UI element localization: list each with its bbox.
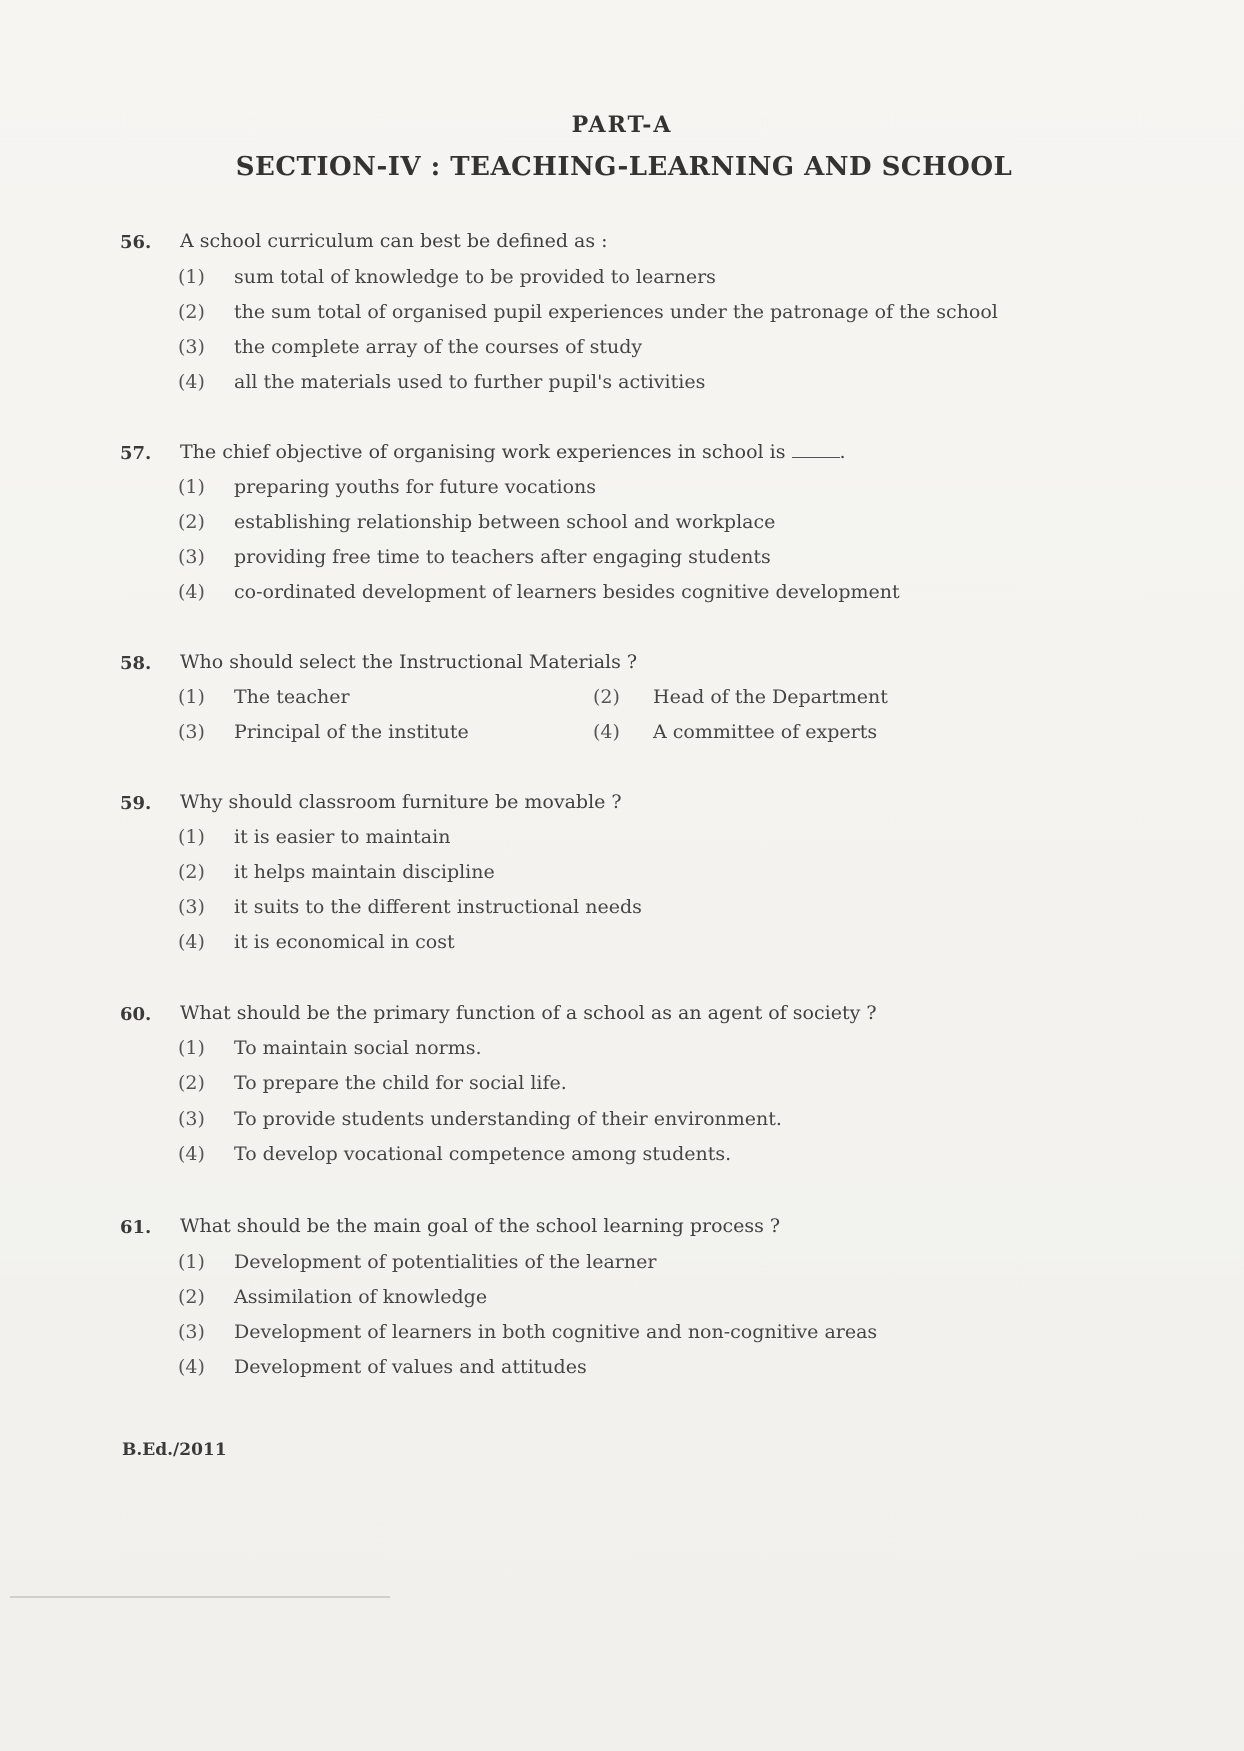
option-3: (3) Development of learners in both cognitive and non-cognitive areas bbox=[178, 1321, 878, 1343]
option-1: (1) To maintain social norms. bbox=[178, 1037, 482, 1059]
exam-code-footer: B.Ed./2011 bbox=[122, 1440, 227, 1460]
question-text: Why should classroom furniture be movable ? bbox=[180, 791, 622, 813]
option-2: (2) it helps maintain discipline bbox=[178, 861, 495, 883]
option-4: (4) co-ordinated development of learners besides cognitive development bbox=[178, 581, 900, 603]
question-number: 59. bbox=[120, 793, 152, 814]
option-2: (2) Head of the Department bbox=[593, 686, 888, 708]
option-1: (1) sum total of knowledge to be provided to learners bbox=[178, 266, 716, 288]
question-number: 56. bbox=[120, 232, 152, 253]
option-4: (4) To develop vocational competence among students. bbox=[178, 1143, 732, 1165]
option-2: (2) the sum total of organised pupil experiences under the patronage of the school bbox=[178, 301, 998, 323]
option-1: (1) Development of potentialities of the learner bbox=[178, 1251, 657, 1273]
question-text: The chief objective of organising work experiences in school is . bbox=[180, 441, 846, 463]
question-text: A school curriculum can best be defined as : bbox=[180, 230, 608, 252]
part-title: PART-A bbox=[571, 112, 673, 138]
section-title: SECTION-IV : TEACHING-LEARNING AND SCHOOL bbox=[235, 152, 1013, 182]
option-1: (1) it is easier to maintain bbox=[178, 826, 451, 848]
option-2: (2) To prepare the child for social life. bbox=[178, 1072, 567, 1094]
answer-blank bbox=[792, 443, 840, 458]
question-text: Who should select the Instructional Materials ? bbox=[180, 651, 638, 673]
question-number: 57. bbox=[120, 443, 152, 464]
option-3: (3) it suits to the different instructional needs bbox=[178, 896, 642, 918]
option-3: (3) providing free time to teachers after engaging students bbox=[178, 546, 771, 568]
question-text: What should be the primary function of a school as an agent of society ? bbox=[180, 1002, 877, 1024]
question-text: What should be the main goal of the school learning process ? bbox=[180, 1215, 781, 1237]
option-3: (3) the complete array of the courses of study bbox=[178, 336, 643, 358]
question-number: 61. bbox=[120, 1217, 152, 1238]
option-4: (4) A committee of experts bbox=[593, 721, 878, 743]
option-1: (1) The teacher bbox=[178, 686, 350, 708]
option-2: (2) Assimilation of knowledge bbox=[178, 1286, 488, 1308]
question-number: 60. bbox=[120, 1004, 152, 1025]
option-4: (4) all the materials used to further pupil's activities bbox=[178, 371, 706, 393]
scan-artifact-line bbox=[10, 1596, 390, 1598]
option-2: (2) establishing relationship between school and workplace bbox=[178, 511, 776, 533]
option-3: (3) Principal of the institute bbox=[178, 721, 469, 743]
option-4: (4) it is economical in cost bbox=[178, 931, 455, 953]
question-number: 58. bbox=[120, 653, 152, 674]
option-4: (4) Development of values and attitudes bbox=[178, 1356, 587, 1378]
option-1: (1) preparing youths for future vocations bbox=[178, 476, 597, 498]
option-3: (3) To provide students understanding of their environment. bbox=[178, 1108, 782, 1130]
